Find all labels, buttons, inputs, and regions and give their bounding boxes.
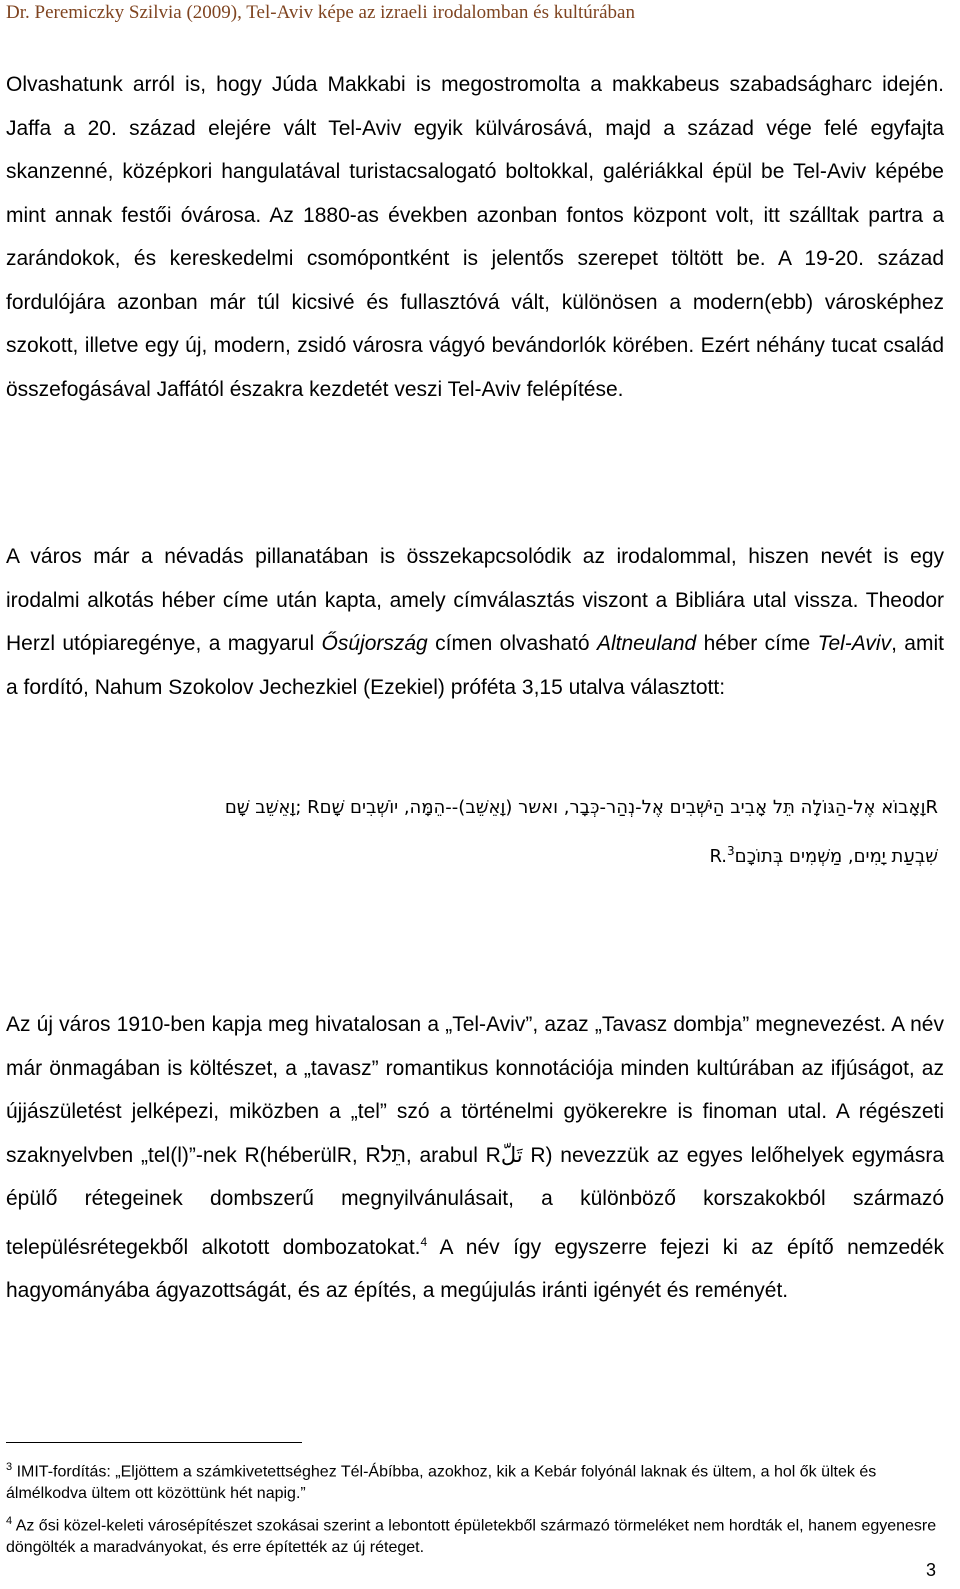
footnote-4: [6, 1510, 944, 1559]
p2-text-4: , amit a fordító, Nahum Szokolov Jechezkiel (Ezekiel) próféta 3,15 utalva választott:: [6, 632, 944, 699]
paragraph-tel-aviv-name: [6, 1003, 944, 1313]
p2-italic-title-3: Tel-Aviv: [817, 632, 892, 655]
footnote-ref-3[interactable]: 3: [727, 844, 735, 858]
hebrew-quote-text-2: שִׁבְעַת יָמִים, מַשְׁמִים בְּתוֹכָםR.: [709, 846, 938, 867]
footnote-3-text: IMIT-fordítás: „Eljöttem a számkivetettséghez Tél-Ábíbba, azokhoz, kik a Kebár folyónál laknak és ültem, a hol ők ültek és álmélkodva ültem ott közöttünk hét napig.”: [6, 1463, 877, 1503]
p3-text-2: A név így egyszerre fejezi ki az építő nemzedék hagyományába ágyazottságát, és az építés, a megújulás iránti igényét és reményét.: [6, 1235, 944, 1302]
p2-text-1: A város már a névadás pillanatában is összekapcsolódik az irodalommal, hiszen nevét is egy irodalmi alkotás héber címe után kapta, amely címválasztás viszont a Bibliára utal vissza. Theodor Herzl utópiaregénye, a magyarul: [6, 545, 944, 655]
hebrew-quote-line-2: [100, 844, 938, 867]
hebrew-quote-line-1: Rוָאָבוֹא אֶל-הַגּוֹלָה תֵּל אָבִיב הַיֹּשְׁבִים אֶל-נְהַר-כְּבָר, ואשר (וָאֵשֵׁב)--הֵמָּה, יוֹשְׁבִים שָׁםR ;וָאֵשֵׁב שָׁם: [224, 797, 938, 818]
p2-italic-title-1: Ősújország: [321, 632, 428, 655]
p2-text-3: héber címe: [696, 632, 818, 655]
running-header: Dr. Peremiczky Szilvia (2009), Tel-Aviv képe az izraeli irodalomban és kultúrában: [6, 2, 635, 23]
page-number: 3: [925, 1560, 936, 1580]
p3-text-1: Az új város 1910-ben kapja meg hivatalosan a „Tel-Aviv”, azaz „Tavasz dombja” megnevezést. A név már önmagában is költészet, a „tavasz” romantikus konnotációja minden kultúrában az ifjúságot, az újjászületést jelképezi, miközben a „tel” szó a történelmi gyökerekre is finoman utal. A régészeti szaknyelvben „tel(l)”-nek R(héberülR, Rתֵּל, arabul Rتَلّ R) nevezzük az egyes lelőhelyek egymásra épülő rétegeinek dombszerű megnyilvánulásait, a különböző korszakokból származó településrétegekből alkotott dombozatokat.: [6, 1013, 944, 1259]
p2-text-2: címen olvasható: [427, 632, 597, 655]
footnote-separator: [6, 1442, 302, 1443]
footnote-3-number: 3: [6, 1461, 13, 1473]
paragraph-naming: [6, 535, 944, 709]
p2-italic-title-2: Altneuland: [596, 632, 697, 655]
footnote-3: [6, 1456, 944, 1505]
footnote-ref-4[interactable]: 4: [420, 1234, 428, 1249]
footnote-4-text: Az ősi közel-keleti városépítészet szokásai szerint a lebontott épületekből származó törmeléket nem hordták el, hanem egyenesre döngölték a maradványokat, és erre építették az új réteget.: [6, 1517, 937, 1557]
paragraph-jaffa: Olvashatunk arról is, hogy Júda Makkabi is megostromolta a makkabeus szabadságharc idején. Jaffa a 20. század elejére vált Tel-Aviv egyik külvárosává, majd a század vége felé egyfajta skanzenné, középkori hangulatával turistacsalogató boltokkal, galériákkal épül be Tel-Aviv képébe mint annak festői óvárosa. Az 1880-as években azonban fontos központ volt, itt szálltak partra a zarándokok, és kereskedelmi csomópontként is jelentős szerepet töltött be. A 19-20. század fordulójára azonban már túl kicsivé és fullasztóvá vált, különösen a modern(ebb) városképhez szokott, illetve egy új, modern, zsidó városra vágyó bevándorlók körében. Ezért néhány tucat család összefogásával Jaffától északra kezdetét veszi Tel-Aviv felépítése.: [6, 73, 944, 401]
footnote-4-number: 4: [6, 1515, 13, 1527]
